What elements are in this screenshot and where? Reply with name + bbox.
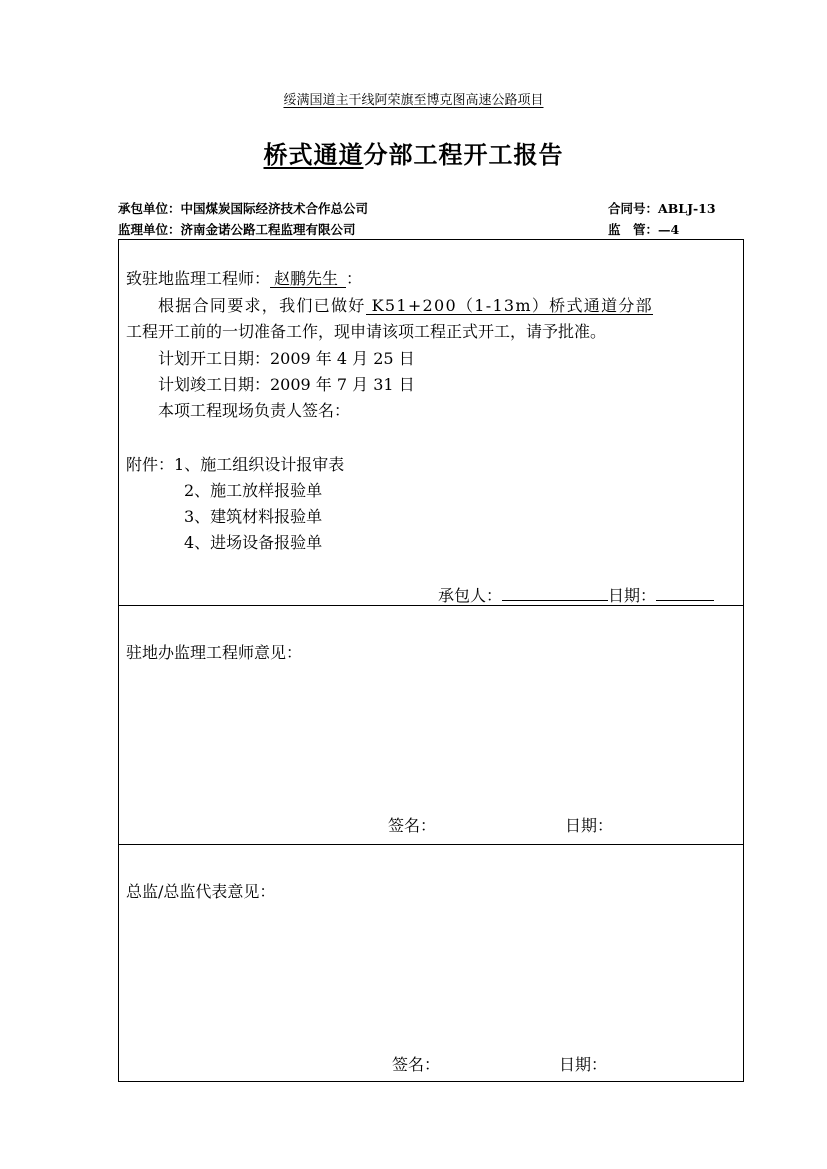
title-rest: 分部工程开工报告	[363, 141, 564, 169]
resident-engineer-opinion-label: 驻地办监理工程师意见：	[126, 643, 303, 662]
contractor-sign-blank	[502, 584, 608, 601]
addressee-colon: ：	[346, 269, 363, 288]
contract-no-row	[608, 199, 716, 217]
supervisor-label: 监理单位：	[118, 222, 181, 237]
title-underlined-part: 桥式通道	[263, 141, 364, 169]
planned-start-date: 计划开工日期：2009 年 4 月 25 日	[158, 349, 415, 368]
project-name: 绥满国道主干线阿荣旗至博克图高速公路项目	[283, 93, 544, 108]
contractor-row	[118, 199, 368, 217]
addressee-name: 赵鹏先生	[270, 270, 346, 288]
addressee-line	[126, 266, 362, 289]
supervisor-value: 济南金诺公路工程监理有限公司	[180, 222, 356, 237]
request-line-2: 工程开工前的一切准备工作，现申请该项工程正式开工，请予批准。	[126, 322, 607, 341]
contractor-value: 中国煤炭国际经济技术合作总公司	[180, 201, 369, 216]
chief-supervisor-sign-label: 签名：	[392, 1055, 441, 1074]
attachment-2: 2、施工放样报验单	[184, 481, 323, 500]
request-project: K51+200（1-13m）桥式通道分部	[366, 297, 653, 315]
contractor-sign-line	[438, 583, 714, 606]
attachment-3: 3、建筑材料报验单	[184, 507, 323, 526]
contractor-date-label: 日期：	[608, 586, 657, 605]
contractor-sign-label: 承包人：	[438, 586, 503, 605]
document-title	[0, 135, 827, 170]
resident-engineer-date-label: 日期：	[565, 816, 614, 835]
attachment-4: 4、进场设备报验单	[184, 533, 323, 552]
jianguan-value: —4	[658, 222, 680, 237]
site-manager-signature: 本项工程现场负责人签名：	[158, 401, 351, 420]
contractor-date-blank	[656, 584, 714, 601]
request-line-1	[158, 293, 653, 316]
chief-supervisor-date-label: 日期：	[559, 1055, 608, 1074]
resident-engineer-sign-label: 签名：	[388, 816, 437, 835]
request-prefix: 根据合同要求，我们已做好	[158, 296, 366, 315]
jianguan-label: 监 管：	[608, 222, 659, 237]
attachment-1-text: 1、施工组织设计报审表	[174, 455, 345, 474]
contract-no-label: 合同号：	[608, 201, 659, 216]
attachments-label: 附件：	[126, 455, 175, 474]
project-header	[0, 89, 827, 108]
section-divider-2	[119, 844, 743, 845]
contractor-label: 承包单位：	[118, 201, 181, 216]
contract-no-value: ABLJ-13	[658, 201, 716, 216]
planned-end-date: 计划竣工日期：2009 年 7 月 31 日	[158, 375, 415, 394]
chief-supervisor-opinion-label: 总监/总监代表意见：	[126, 882, 276, 901]
jianguan-row	[608, 220, 679, 238]
attachment-1	[126, 452, 344, 475]
addressee-label: 致驻地监理工程师：	[126, 269, 271, 288]
supervisor-row	[118, 220, 356, 238]
